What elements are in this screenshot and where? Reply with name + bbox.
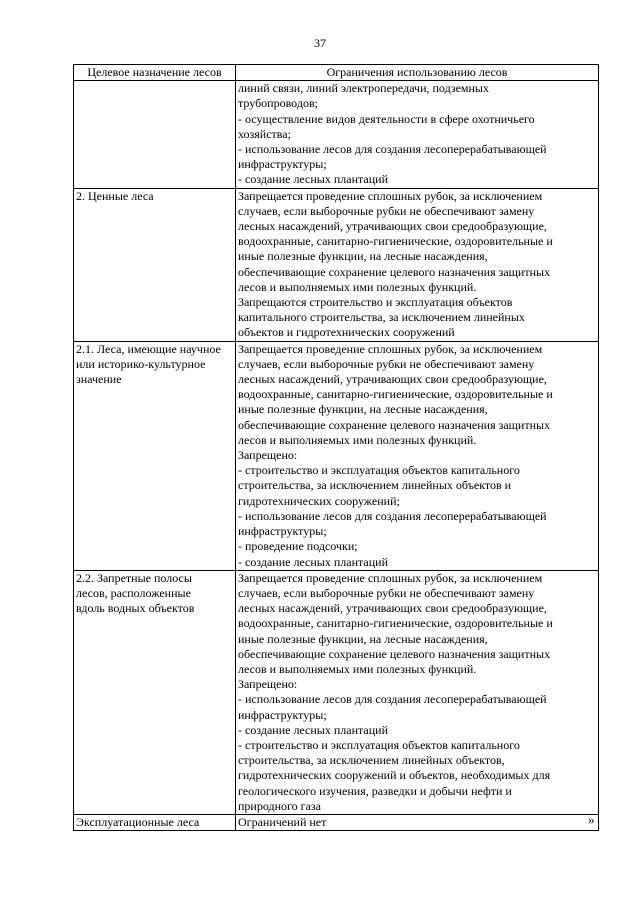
purpose-cell bbox=[74, 81, 236, 188]
table-row bbox=[74, 81, 599, 188]
table-row bbox=[74, 188, 599, 341]
page-number: 37 bbox=[314, 36, 326, 50]
header-restrictions: Ограничения использованию лесов bbox=[236, 65, 599, 81]
restrictions-cell: Запрещается проведение сплошных рубок, за исключением случаев, если выборочные рубки не обеспечивают замену лесных насаждений, утрачивающих свои средообразующие, водоохранные, санитарно-гигиенические, оздоровительные и иные полезные функции, на лесные насаждения, обеспечивающие сохранение целевого назначения защитных лесов и выполняемых ими полезных функций. Запрещено: - использование лесов для создания лесоперерабатывающей инфраструктуры; - создание лесных плантаций - строительство и эксплуатация объектов капитального строительства, за исключением линейных объектов, гидротехнических сооружений и объектов, необходимых для геологического изучения, разведки и добычи нефти и природного газа bbox=[236, 570, 599, 814]
purpose-cell: 2. Ценные леса bbox=[74, 188, 236, 341]
header-purpose: Целевое назначение лесов bbox=[74, 65, 236, 81]
purpose-cell: Эксплуатационные леса bbox=[74, 814, 236, 830]
table-header-row bbox=[74, 65, 599, 81]
restrictions-cell: Запрещается проведение сплошных рубок, за исключением случаев, если выборочные рубки не обеспечивают замену лесных насаждений, утрачивающих свои средообразующие, водоохранные, санитарно-гигиенические, оздоровительные и иные полезные функции, на лесные насаждения, обеспечивающие сохранение целевого назначения защитных лесов и выполняемых ими полезных функций. Запрещено: - строительство и эксплуатация объектов капитального строительства, за исключением линейных объектов и гидротехнических сооружений; - использование лесов для создания лесоперерабатывающей инфраструктуры; - проведение подсочки; - создание лесных плантаций bbox=[236, 341, 599, 570]
closing-quote-mark: » bbox=[588, 812, 595, 827]
restrictions-cell: Ограничений нет bbox=[236, 814, 599, 830]
purpose-cell: 2.2. Запретные полосы лесов, расположенные вдоль водных объектов bbox=[74, 570, 236, 814]
table-row bbox=[74, 814, 599, 830]
restrictions-cell: линий связи, линий электропередачи, подземных трубопроводов; - осуществление видов деятельности в сфере охотничьего хозяйства; - использование лесов для создания лесоперерабатывающей инфраструктуры; - создание лесных плантаций bbox=[236, 81, 599, 188]
purpose-cell: 2.1. Леса, имеющие научное или историко-культурное значение bbox=[74, 341, 236, 570]
forest-restrictions-table bbox=[73, 64, 599, 831]
table-row bbox=[74, 341, 599, 570]
table-row bbox=[74, 570, 599, 814]
restrictions-cell: Запрещается проведение сплошных рубок, за исключением случаев, если выборочные рубки не обеспечивают замену лесных насаждений, утрачивающих свои средообразующие, водоохранные, санитарно-гигиенические, оздоровительные и иные полезные функции, на лесные насаждения, обеспечивающие сохранение целевого назначения защитных лесов и выполняемых ими полезных функций. Запрещаются строительство и эксплуатация объектов капитального строительства, за исключением линейных объектов и гидротехнических сооружений bbox=[236, 188, 599, 341]
